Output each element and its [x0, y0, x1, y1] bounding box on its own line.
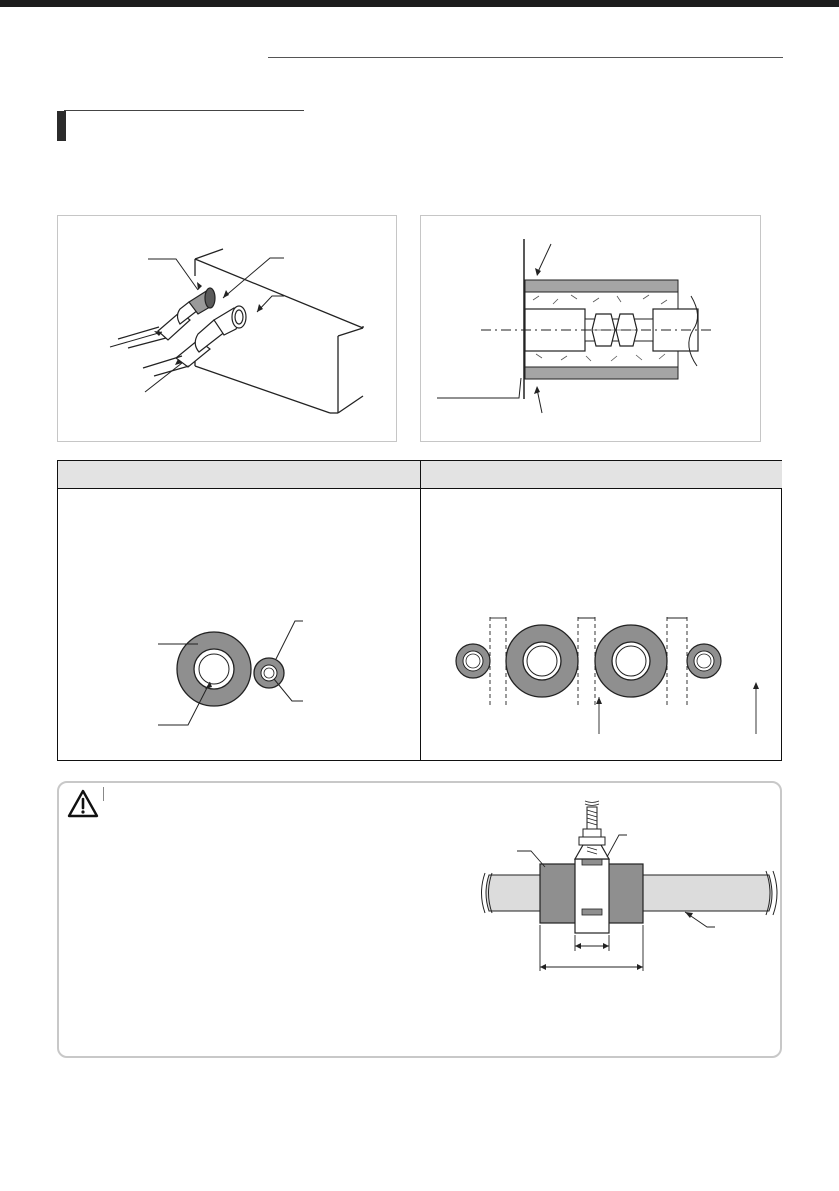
- figure-wall-section: [420, 215, 761, 442]
- section-marker: [57, 111, 66, 141]
- header-rule: [268, 57, 783, 58]
- caution-box: [57, 781, 782, 1058]
- wall-section-illustration: [421, 216, 762, 443]
- table-cell-left: [58, 489, 420, 761]
- insulated-pipes-illustration: [58, 489, 420, 761]
- pipe-connection-illustration: [58, 216, 398, 443]
- caution-label-divider: [103, 787, 104, 801]
- pipe-hanger-illustration: [479, 801, 779, 981]
- warning-triangle-icon: [67, 789, 99, 819]
- pipe-spacing-illustration: [421, 489, 782, 761]
- figure-pipe-connection: [57, 215, 397, 442]
- page-top-bar: [0, 0, 839, 7]
- pipe-insulation-table: [57, 460, 782, 761]
- section-rule: [64, 110, 304, 111]
- table-header-right: [421, 461, 782, 489]
- table-cell-right: [421, 489, 782, 761]
- table-header-left: [58, 461, 420, 489]
